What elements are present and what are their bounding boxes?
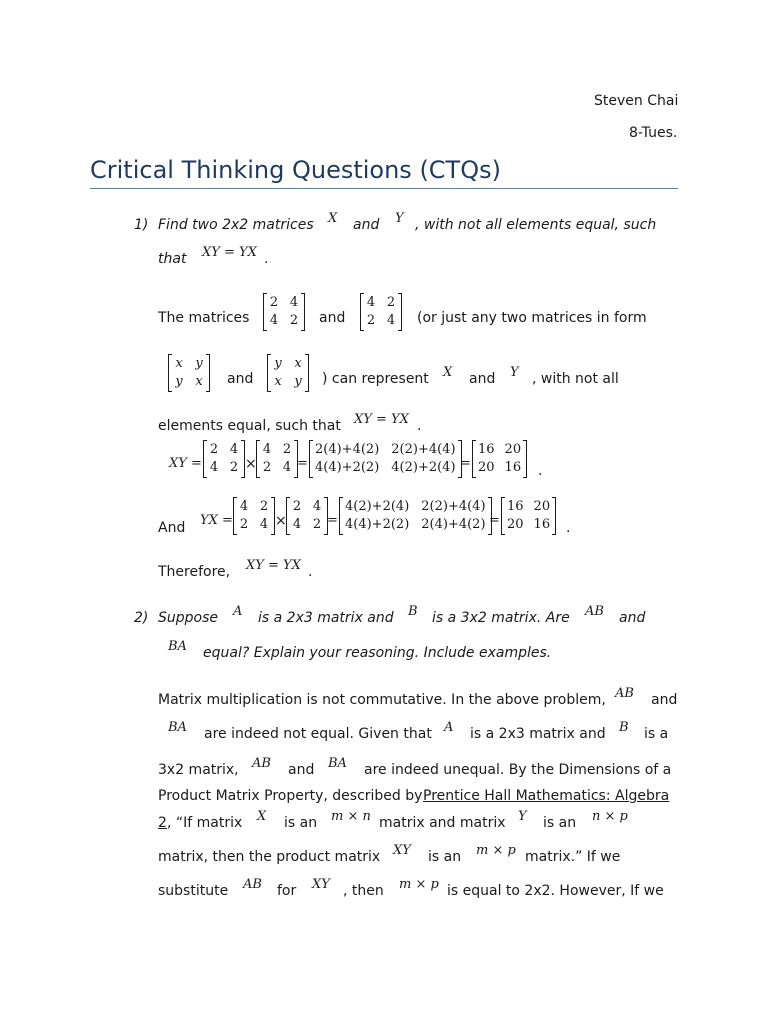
answer-2-b: B (619, 720, 629, 735)
answer-2-ab-2: AB (252, 756, 271, 771)
calc-yx-expansion: 4(2)+2(4) 2(2)+4(4) 4(4)+2(2) 2(4)+4(2) (339, 497, 492, 535)
question-number-2: 2) (134, 610, 149, 626)
class-period: 8-Tues. (629, 125, 678, 141)
answer-2-a: A (444, 720, 454, 735)
question-1-that: that (158, 251, 187, 267)
dimension-m-by-p-2: m × p (399, 877, 439, 892)
answer-2-is-an-3: is an (428, 849, 462, 865)
answer-2-line-2b: is a 2x3 matrix and (470, 726, 606, 742)
calc-yx-end: . (566, 520, 571, 536)
calc-xy-end: . (538, 463, 543, 479)
answer-2-ab: AB (615, 686, 634, 701)
matrix-general-y: y x x y (267, 354, 309, 392)
answer-2-xy-2: XY (312, 877, 330, 892)
question-2-text-cont: is a 3x2 matrix. Are (432, 610, 570, 626)
calc-yx-matrix-b: 2 4 4 2 (286, 497, 328, 535)
therefore-equation: XY = YX (246, 558, 301, 573)
var-y-2: Y (510, 365, 519, 380)
equation-xy-yx: XY = YX (202, 245, 257, 260)
calc-xy-result: 16 20 20 16 (472, 440, 527, 478)
calc-xy-equals-2: = (460, 456, 471, 471)
answer-2-line-1: Matrix multiplication is not commutative. In the above problem, (158, 692, 606, 708)
answer-2-then: , then (343, 883, 384, 899)
book-title: Prentice Hall Mathematics: Algebra (423, 788, 670, 804)
answer-2-and-2: and (288, 762, 315, 778)
calc-yx-times: × (275, 513, 287, 529)
answer-2-line-3: 3x2 matrix, (158, 762, 239, 778)
calc-xy-expansion: 2(4)+4(2) 2(2)+4(4) 4(4)+2(2) 4(2)+2(4) (309, 440, 462, 478)
matrix-general-x: x y y x (168, 354, 210, 392)
answer-2-line-3b: are indeed unequal. By the Dimensions of a (364, 762, 672, 778)
var-x: X (328, 211, 338, 226)
calc-xy-label: XY = (169, 456, 202, 471)
question-number-1: 1) (134, 217, 149, 233)
question-2-equal: equal? Explain your reasoning. Include examples. (203, 645, 552, 661)
answer-1-or-text: (or just any two matrices in form (417, 310, 647, 326)
var-ab: AB (585, 604, 604, 619)
calc-yx-equals-2: = (489, 513, 500, 528)
calc-yx-label: YX = (200, 513, 233, 528)
answer-1-and: and (319, 310, 346, 326)
answer-1-period: . (417, 418, 422, 434)
question-1-period: . (264, 251, 269, 267)
var-y: Y (395, 211, 404, 226)
var-a: A (233, 604, 243, 619)
answer-2-line-6b: matrix.” If we (525, 849, 621, 865)
calc-xy-matrix-a: 2 4 4 2 (203, 440, 245, 478)
answer-2-ba-2: BA (328, 756, 347, 771)
calc-yx-matrix-a: 4 2 2 4 (233, 497, 275, 535)
var-ba: BA (168, 639, 187, 654)
title-divider (90, 188, 678, 189)
answer-2-ba: BA (168, 720, 187, 735)
answer-2-line-7b: is equal to 2x2. However, If we (447, 883, 664, 899)
equation-xy-yx-2: XY = YX (354, 412, 409, 427)
answer-1-elements-equal: elements equal, such that (158, 418, 341, 434)
answer-2-line-5: , “If matrix (167, 815, 243, 831)
answer-2-and: and (651, 692, 678, 708)
question-1-and: and (353, 217, 380, 233)
book-title-volume: 2 (158, 815, 167, 831)
dimension-m-by-p: m × p (476, 843, 516, 858)
calc-xy-equals: = (297, 456, 308, 471)
question-2-and: and (619, 610, 646, 626)
answer-2-y: Y (518, 809, 527, 824)
calc-xy-matrix-b: 4 2 2 4 (256, 440, 298, 478)
answer-1-not-all: , with not all (532, 371, 619, 387)
matrix-2-4-4-2: 2 4 4 2 (263, 293, 305, 331)
var-x-2: X (443, 365, 453, 380)
question-2-text: is a 2x3 matrix and (258, 610, 394, 626)
page-title: Critical Thinking Questions (CTQs) (90, 156, 501, 184)
question-1-text-cont: , with not all elements equal, such (415, 217, 657, 233)
therefore-text: Therefore, (158, 564, 231, 580)
answer-2-for: for (277, 883, 297, 899)
calc-yx-result: 16 20 20 16 (501, 497, 556, 535)
answer-2-line-4: Product Matrix Property, described by (158, 788, 423, 804)
answer-2-is-an: is an (284, 815, 318, 831)
answer-1-and-3: and (469, 371, 496, 387)
answer-2-x: X (257, 809, 267, 824)
question-1-text: Find two 2x2 matrices (158, 217, 314, 233)
answer-1-text: The matrices (158, 310, 250, 326)
answer-2-is-a: is a (644, 726, 669, 742)
dimension-n-by-p: n × p (592, 809, 628, 824)
var-b: B (408, 604, 418, 619)
answer-1-and-2: and (227, 371, 254, 387)
therefore-period: . (308, 564, 313, 580)
matrix-4-2-2-4: 4 2 2 4 (360, 293, 402, 331)
calc-yx-and: And (158, 520, 186, 536)
answer-2-line-2: are indeed not equal. Given that (204, 726, 432, 742)
calc-yx-equals: = (327, 513, 338, 528)
calc-xy-times: × (245, 456, 257, 472)
author-name: Steven Chai (594, 93, 679, 109)
answer-1-can-represent: ) can represent (322, 371, 429, 387)
dimension-m-by-n: m × n (331, 809, 371, 824)
answer-2-is-an-2: is an (543, 815, 577, 831)
answer-2-line-5b: matrix and matrix (379, 815, 506, 831)
answer-2-xy: XY (393, 843, 411, 858)
answer-2-line-6: matrix, then the product matrix (158, 849, 381, 865)
question-2-suppose: Suppose (158, 610, 219, 626)
answer-2-line-7: substitute (158, 883, 229, 899)
answer-2-ab-3: AB (243, 877, 262, 892)
